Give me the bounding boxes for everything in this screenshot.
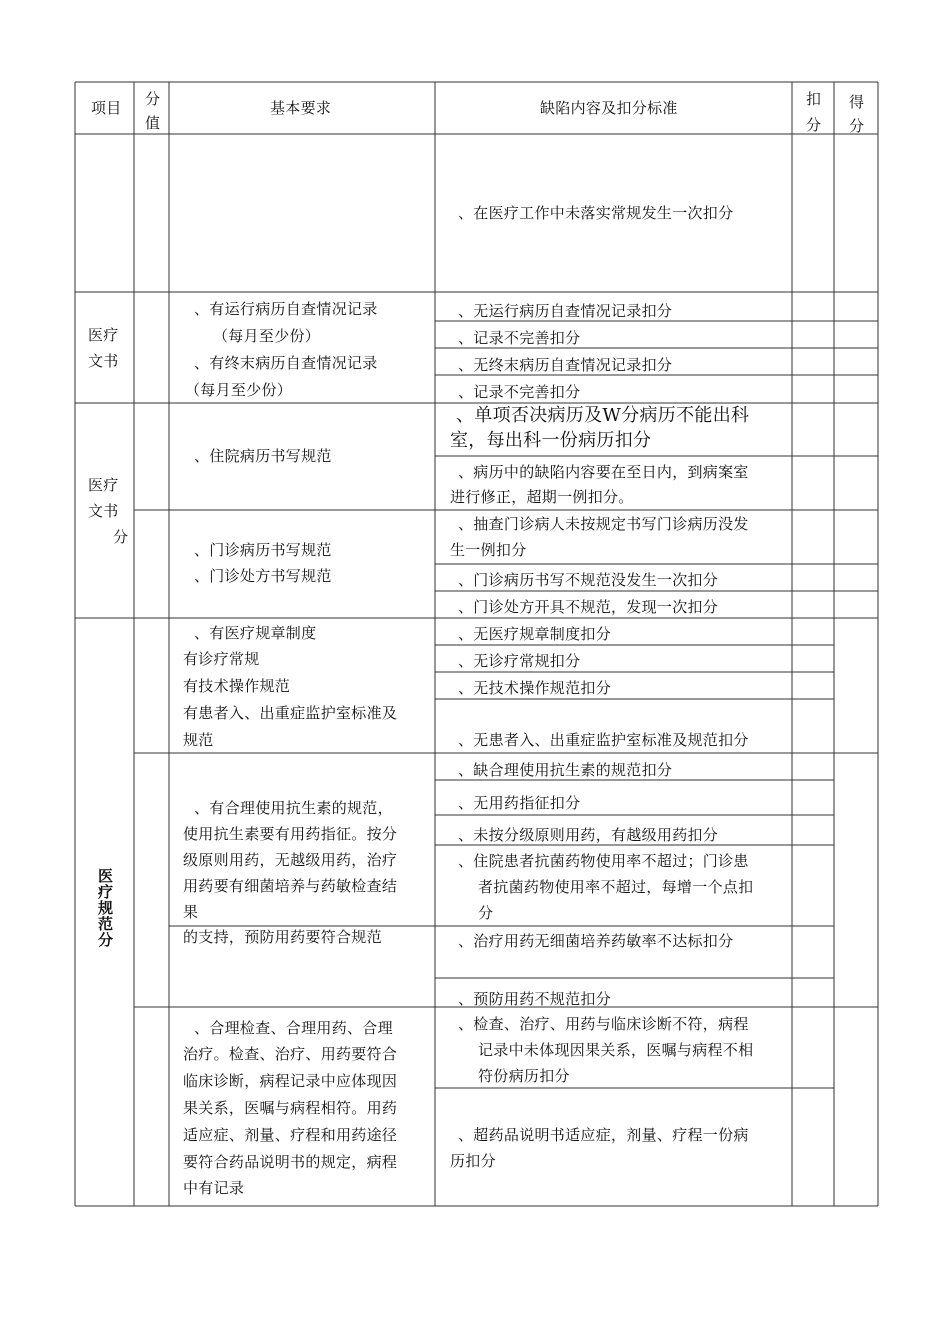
- group1-req-3: 、有终末病历自查情况记录: [194, 354, 378, 372]
- group3-sub1-defect-3: 、无技术操作规范扣分: [458, 679, 612, 697]
- group3-sub2-req-6: 的支持，预防用药要符合规范: [183, 928, 382, 946]
- group3-sub2-defect-3: 、未按分级原则用药，有越级用药扣分: [458, 826, 719, 844]
- header-score-1: 分: [145, 90, 161, 108]
- group3-sub2-defect4-b: 者抗菌药物使用率不超过，每增一个点扣: [478, 878, 754, 896]
- group3-sub2-defect4-a: 、住院患者抗菌药物使用率不超过；门诊患: [458, 852, 749, 870]
- group3-sub3-req-7: 中有记录: [183, 1179, 245, 1197]
- group3-sub2-req-1: 、有合理使用抗生素的规范，: [194, 799, 393, 817]
- group1-req-2: （每月至少份）: [213, 327, 321, 345]
- group3-sub1-defect-1: 、无医疗规章制度扣分: [458, 625, 612, 643]
- header-deduct-2: 分: [806, 116, 822, 134]
- group1-defect-4: 、记录不完善扣分: [458, 383, 581, 401]
- group3-sub2-req-3: 级原则用药，无越级用药，治疗: [183, 851, 398, 869]
- group3-sub3-req-5: 适应症、剂量、疗程和用药途径: [183, 1126, 398, 1144]
- group3-sub3-defect2-a: 、超药品说明书适应症，剂量、疗程一份病: [458, 1126, 749, 1144]
- group2-sub2-defect1-b: 生一例扣分: [450, 541, 527, 559]
- header-basic-req: 基本要求: [270, 99, 332, 117]
- group3-sub1-req-4: 有患者入、出重症监护室标准及: [183, 704, 398, 722]
- group3-sub2-defect4-c: 分: [478, 904, 494, 922]
- group3-sub2-defect-5: 、治疗用药无细菌培养药敏率不达标扣分: [458, 932, 734, 950]
- group2-sub2-defect3: 、门诊处方开具不规范，发现一次扣分: [458, 598, 719, 616]
- group3-sub1-req-5: 规范: [183, 731, 214, 749]
- group3-sub3-req-3: 临床诊断，病程记录中应体现因: [183, 1072, 398, 1090]
- group3-sub1-defect-2: 、无诊疗常规扣分: [458, 652, 581, 670]
- group2-sub1-defect2-a: 、病历中的缺陷内容要在至日内，到病案室: [458, 463, 749, 481]
- group2-sub1-defect1-b: 室，每出科一份病历扣分: [450, 430, 652, 451]
- header-gain-1: 得: [849, 93, 865, 111]
- group1-req-4: （每月至少份）: [185, 381, 293, 399]
- group3-sub2-defect-2: 、无用药指征扣分: [458, 794, 581, 812]
- group1-item-1: 医疗: [88, 326, 119, 344]
- group2-item-2: 文书: [88, 502, 119, 520]
- header-score-2: 值: [145, 114, 161, 132]
- header-defect-std: 缺陷内容及扣分标准: [540, 99, 678, 117]
- group1-req-1: 、有运行病历自查情况记录: [194, 300, 378, 318]
- group2-item-3: 分: [113, 528, 129, 546]
- group2-sub1-defect2-b: 进行修正，超期一例扣分。: [450, 488, 634, 506]
- group3-sub1-defect-4: 、无患者入、出重症监护室标准及规范扣分: [458, 731, 749, 749]
- group3-sub3-defect1-c: 符份病历扣分: [478, 1067, 570, 1085]
- group2-sub1-defect1-a: 、单项否决病历及W分病历不能出科: [456, 405, 750, 426]
- group3-sub2-req-5: 果: [183, 903, 199, 921]
- group2-sub2-req-2: 、门诊处方书写规范: [194, 567, 332, 585]
- group1-defect-3: 、无终末病历自查情况记录扣分: [458, 356, 673, 374]
- group3-sub3-defect2-b: 历扣分: [450, 1152, 496, 1170]
- group3-sub2-req-2: 使用抗生素要有用药指征。按分: [183, 825, 398, 843]
- group3-sub2-defect-6: 、预防用药不规范扣分: [458, 990, 612, 1008]
- group3-sub1-req-1: 、有医疗规章制度: [194, 624, 317, 642]
- row0-defect: 、在医疗工作中未落实常规发生一次扣分: [458, 204, 734, 222]
- group3-sub2-defect-1: 、缺合理使用抗生素的规范扣分: [458, 761, 673, 779]
- group3-sub1-req-3: 有技术操作规范: [183, 677, 291, 695]
- header-gain-2: 分: [849, 117, 865, 135]
- group2-item-1: 医疗: [88, 476, 119, 494]
- group3-item: 医疗规范分: [96, 868, 114, 948]
- group3-sub3-req-1: 、合理检查、合理用药、合理: [194, 1019, 393, 1037]
- group2-sub2-defect2: 、门诊病历书写不规范没发生一次扣分: [458, 571, 719, 589]
- group1-defect-2: 、记录不完善扣分: [458, 329, 581, 347]
- group3-sub3-req-4: 果关系，医嘱与病程相符。用药: [183, 1099, 398, 1117]
- group1-item-2: 文书: [88, 352, 119, 370]
- group3-sub3-defect1-b: 记录中未体现因果关系，医嘱与病程不相: [478, 1041, 754, 1059]
- group3-sub3-req-2: 治疗。检查、治疗、用药要符合: [183, 1045, 398, 1063]
- header-deduct-1: 扣: [806, 90, 822, 108]
- group2-sub2-req-1: 、门诊病历书写规范: [194, 541, 332, 559]
- header-item: 项目: [91, 99, 122, 117]
- group3-sub1-req-2: 有诊疗常规: [183, 650, 260, 668]
- group2-sub2-defect1-a: 、抽查门诊病人未按规定书写门诊病历没发: [458, 515, 749, 533]
- group3-sub3-req-6: 要符合药品说明书的规定，病程: [183, 1153, 398, 1171]
- group1-defect-1: 、无运行病历自查情况记录扣分: [458, 302, 673, 320]
- group3-sub3-defect1-a: 、检查、治疗、用药与临床诊断不符，病程: [458, 1015, 749, 1033]
- group2-sub1-req: 、住院病历书写规范: [194, 447, 332, 465]
- group3-sub2-req-4: 用药要有细菌培养与药敏检查结: [183, 877, 398, 895]
